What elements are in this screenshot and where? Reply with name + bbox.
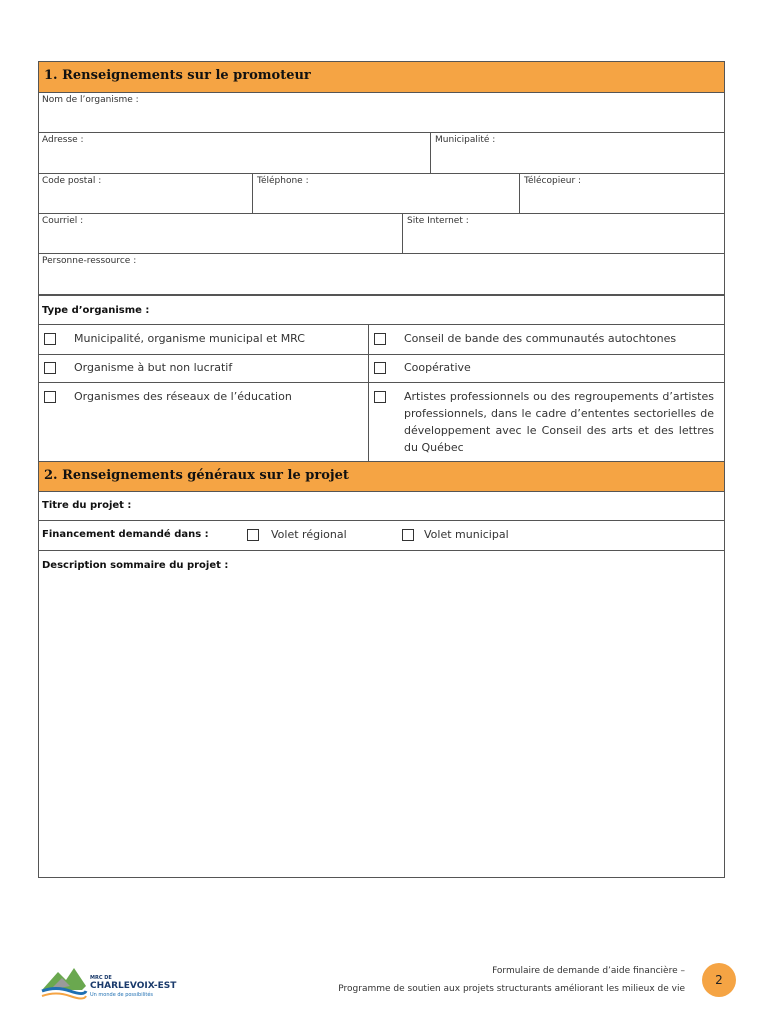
- checkbox-volet-municipal[interactable]: [402, 529, 414, 541]
- section-1-title: 1. Renseignements sur le promoteur: [44, 68, 311, 83]
- logo-small-text: MRC DE: [90, 975, 112, 981]
- titre-projet-label: Titre du projet :: [42, 500, 132, 511]
- checkbox-conseil-bande[interactable]: [374, 333, 386, 345]
- divider: [519, 174, 520, 213]
- row-code-postal: [39, 173, 724, 213]
- nom-organisme-label: Nom de l’organisme :: [42, 95, 139, 105]
- description-label: Description sommaire du projet :: [42, 560, 229, 571]
- row-options-1: [39, 324, 724, 354]
- code-postal-label: Code postal :: [42, 176, 102, 186]
- row-options-3: [39, 382, 724, 461]
- telephone-label: Téléphone :: [257, 176, 309, 186]
- footer-line-1: Formulaire de demande d’aide financière –: [492, 966, 685, 976]
- row-titre-projet[interactable]: [39, 491, 724, 520]
- section-1-header: [39, 62, 724, 92]
- option-obnl-label: Organisme à but non lucratif: [74, 361, 233, 374]
- section-2-header: [39, 461, 724, 491]
- adresse-label: Adresse :: [42, 135, 84, 145]
- checkbox-artistes[interactable]: [374, 391, 386, 403]
- row-financement: [39, 520, 724, 550]
- volet-regional-label: Volet régional: [271, 528, 347, 541]
- option-cooperative-label: Coopérative: [404, 361, 471, 374]
- courriel-label: Courriel :: [42, 216, 84, 226]
- row-courriel: [39, 213, 724, 253]
- checkbox-volet-regional[interactable]: [247, 529, 259, 541]
- divider: [368, 355, 369, 382]
- option-municipalite-label: Municipalité, organisme municipal et MRC: [74, 332, 305, 345]
- checkbox-education[interactable]: [44, 391, 56, 403]
- financement-label: Financement demandé dans :: [42, 529, 209, 540]
- page-number-badge: 2: [702, 963, 736, 997]
- row-nom-organisme[interactable]: [39, 92, 724, 132]
- divider: [402, 214, 403, 253]
- divider: [368, 383, 369, 461]
- application-form: [38, 61, 725, 878]
- option-artistes-label: Artistes professionnels ou des regroupements d’artistes professionnels, dans le cadre d’ententes sectorielles de développement avec le Conseil des arts et des lettres du Québec: [404, 390, 714, 454]
- row-options-2: [39, 354, 724, 382]
- checkbox-municipalite[interactable]: [44, 333, 56, 345]
- row-description[interactable]: [39, 550, 724, 877]
- checkbox-obnl[interactable]: [44, 362, 56, 374]
- row-adresse: [39, 132, 724, 173]
- divider: [368, 325, 369, 354]
- type-organisme-label: Type d’organisme :: [42, 305, 150, 316]
- logo-main-text: CHARLEVOIX-EST: [90, 981, 177, 991]
- divider: [252, 174, 253, 213]
- option-education-label: Organismes des réseaux de l’éducation: [74, 390, 292, 403]
- mrc-charlevoix-est-logo: [40, 960, 180, 1004]
- volet-municipal-label: Volet municipal: [424, 528, 509, 541]
- checkbox-cooperative[interactable]: [374, 362, 386, 374]
- personne-ressource-label: Personne-ressource :: [42, 256, 137, 266]
- site-internet-label: Site Internet :: [407, 216, 469, 226]
- footer-line-2: Programme de soutien aux projets structurants améliorant les milieux de vie: [338, 984, 685, 994]
- row-personne-ressource[interactable]: [39, 253, 724, 294]
- option-conseil-bande-label: Conseil de bande des communautés autochtones: [404, 332, 677, 345]
- section-2-title: 2. Renseignements généraux sur le projet: [44, 468, 349, 483]
- municipalite-label: Municipalité :: [435, 135, 496, 145]
- logo-tagline: Un monde de possibilités: [90, 992, 154, 998]
- row-type-organisme: [39, 294, 724, 324]
- divider: [430, 133, 431, 173]
- telecopieur-label: Télécopieur :: [524, 176, 582, 186]
